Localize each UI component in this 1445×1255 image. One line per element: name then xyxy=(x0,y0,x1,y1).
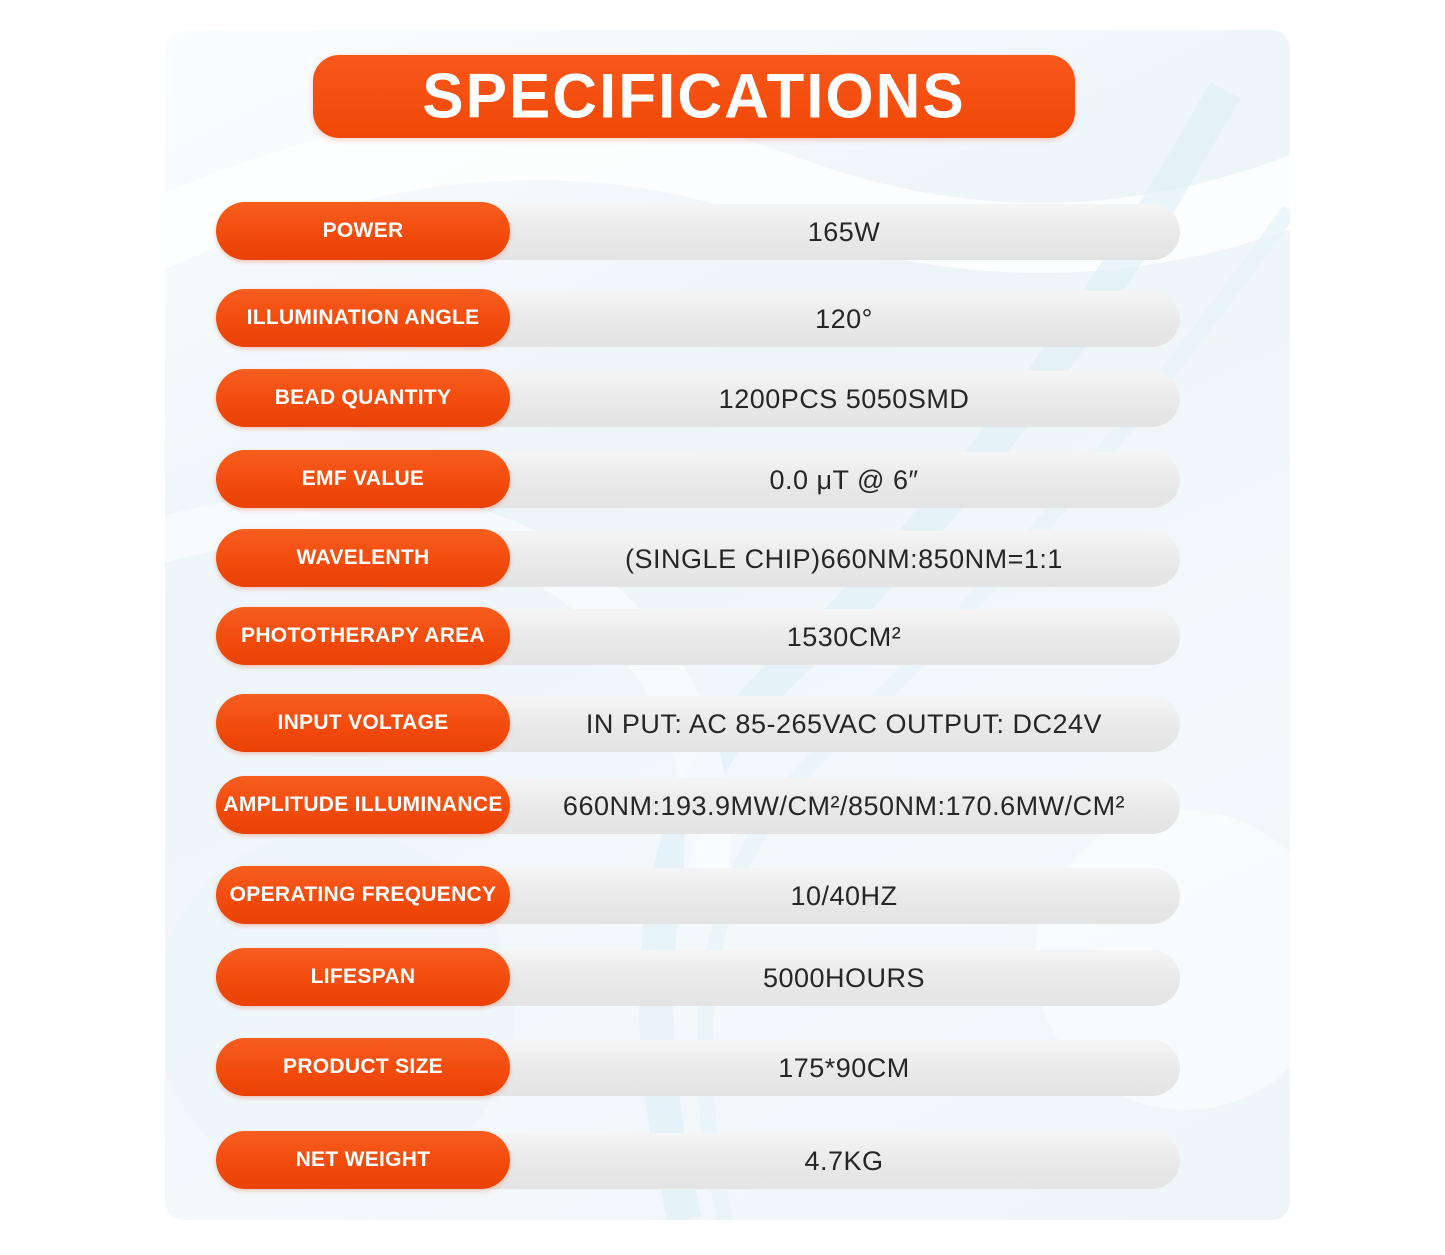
spec-label: INPUT VOLTAGE xyxy=(277,711,449,734)
spec-value: IN PUT: AC 85-265VAC OUTPUT: DC24V xyxy=(585,708,1103,739)
spec-value: 10/40HZ xyxy=(790,880,898,911)
spec-row xyxy=(216,607,1180,665)
spec-label-pill xyxy=(216,1131,510,1189)
spec-label-pill xyxy=(216,866,510,924)
spec-row xyxy=(216,694,1180,752)
spec-row xyxy=(216,529,1180,587)
spec-row xyxy=(216,450,1180,508)
spec-label: PHOTOTHERAPY AREA xyxy=(241,624,485,647)
spec-row xyxy=(216,1038,1180,1096)
spec-label: ILLUMINATION ANGLE xyxy=(246,306,480,329)
spec-row xyxy=(216,866,1180,924)
spec-row xyxy=(216,1131,1180,1189)
spec-value: 165W xyxy=(807,216,881,247)
spec-value: 4.7KG xyxy=(804,1145,884,1176)
spec-label-pill xyxy=(216,450,510,508)
spec-label-pill xyxy=(216,289,510,347)
spec-label: PRODUCT SIZE xyxy=(283,1055,443,1078)
spec-label-pill xyxy=(216,202,510,260)
spec-row xyxy=(216,948,1180,1006)
spec-label-pill xyxy=(216,694,510,752)
spec-label-pill xyxy=(216,607,510,665)
spec-row xyxy=(216,776,1180,834)
spec-label: EMF VALUE xyxy=(301,467,425,490)
spec-value: 1200PCS 5050SMD xyxy=(718,383,970,414)
spec-value: 5000HOURS xyxy=(762,962,926,993)
spec-label: WAVELENTH xyxy=(296,546,430,569)
spec-label: POWER xyxy=(322,219,404,242)
spec-label-pill xyxy=(216,776,510,834)
spec-label: AMPLITUDE ILLUMINANCE xyxy=(223,793,503,816)
spec-label: OPERATING FREQUENCY xyxy=(229,883,497,906)
spec-row xyxy=(216,202,1180,260)
spec-value: 120° xyxy=(815,303,873,334)
spec-label-pill xyxy=(216,369,510,427)
header-banner xyxy=(313,55,1075,138)
spec-row xyxy=(216,369,1180,427)
spec-label-pill xyxy=(216,529,510,587)
spec-value: 660NM:193.9MW/CM²/850NM:170.6MW/CM² xyxy=(562,790,1126,821)
spec-value: (SINGLE CHIP)660NM:850NM=1:1 xyxy=(625,543,1063,574)
page-title: SPECIFICATIONS xyxy=(422,61,966,132)
spec-label: BEAD QUANTITY xyxy=(274,386,452,409)
spec-row xyxy=(216,289,1180,347)
spec-value: 0.0 μT @ 6″ xyxy=(769,464,919,495)
spec-value: 175*90CM xyxy=(778,1052,910,1083)
spec-label-pill xyxy=(216,1038,510,1096)
spec-value: 1530CM² xyxy=(786,621,902,652)
spec-label-pill xyxy=(216,948,510,1006)
spec-label: LIFESPAN xyxy=(310,965,416,988)
spec-label: NET WEIGHT xyxy=(295,1148,431,1171)
